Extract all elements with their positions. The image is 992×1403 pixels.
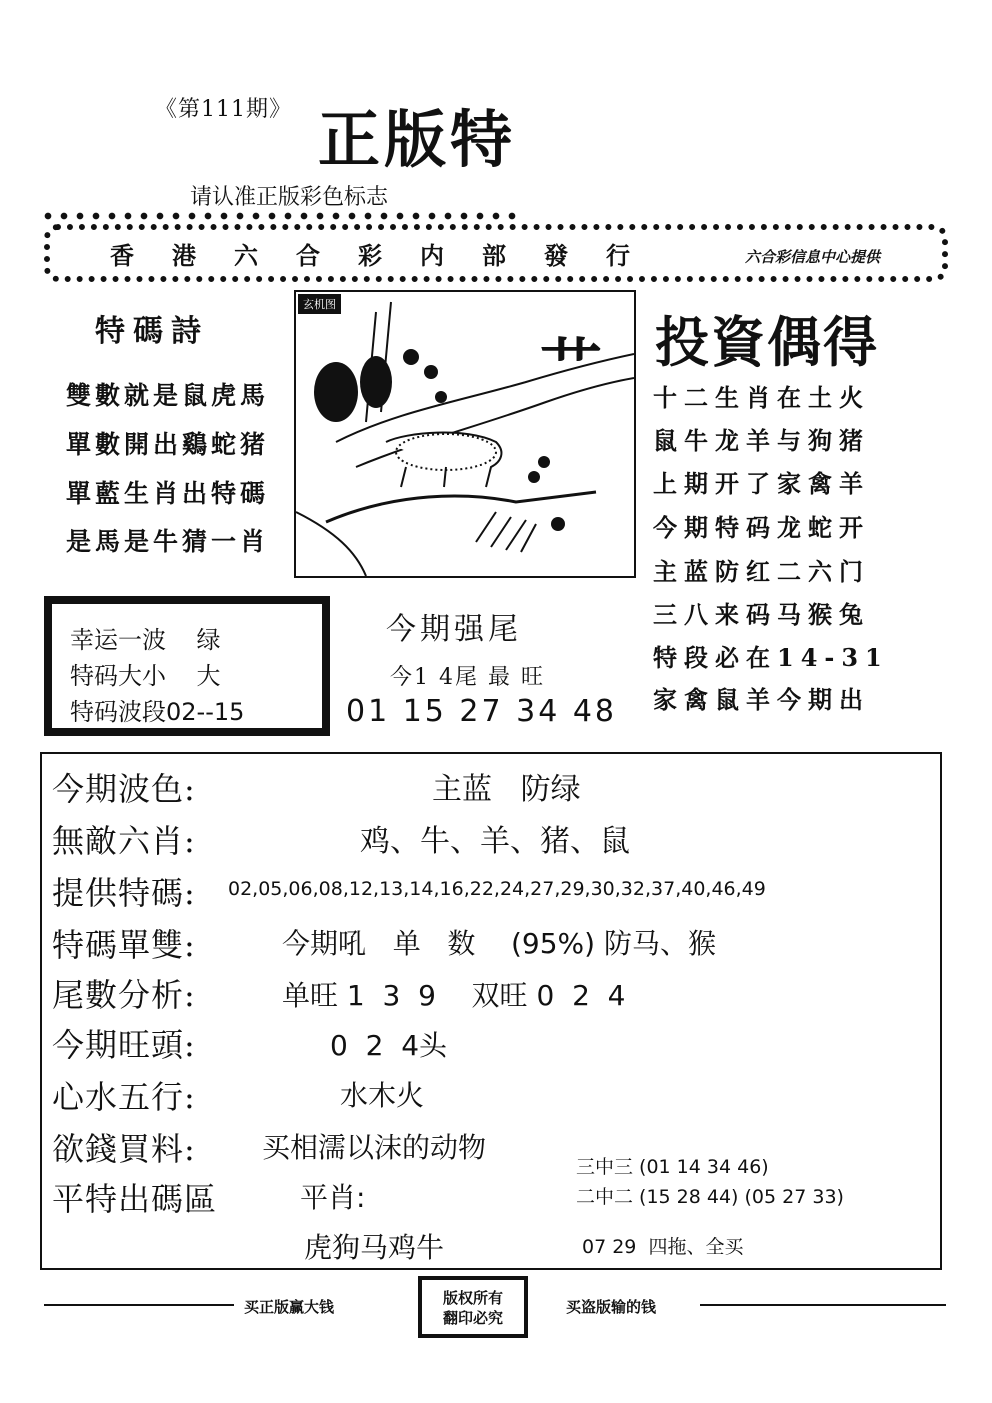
banner-credit: 六合彩信息中心提供 [745, 248, 881, 266]
picture-glyph: 艹 [540, 331, 603, 404]
invest-line: 三八来码马猴兔 [653, 600, 870, 629]
footer-line-left [44, 1304, 234, 1306]
footer-line-right [700, 1304, 946, 1306]
strong-tail-title: 今期强尾 [386, 612, 522, 647]
info-value: 鸡、牛、羊、猪、鼠 [360, 824, 630, 859]
poem-line: 單數開出鷄蛇猪 [66, 430, 270, 459]
info-value: 买相濡以沫的动物 [262, 1131, 487, 1164]
info-label: 提供特碼: [52, 874, 196, 912]
poem-title: 特碼詩 [95, 314, 209, 349]
copyright-line-1: 版权所有 [442, 1289, 503, 1307]
info-label: 平特出碼區 [52, 1180, 218, 1218]
pingxiao-animals: 虎狗马鸡牛 [304, 1231, 445, 1264]
info-value: 主蓝 防绿 [432, 772, 581, 807]
copyright-box [418, 1276, 528, 1338]
authenticity-notice: 请认准正版彩色标志 [190, 185, 389, 210]
luck-line: 特码波段02--15 [70, 698, 245, 726]
main-title: 正版特 [318, 103, 517, 176]
info-value: 02,05,06,08,12,13,14,16,22,24,27,29,30,32,37,40,46,49 [228, 878, 766, 900]
info-label: 無敵六肖: [52, 822, 196, 860]
luck-line: 幸运一波 绿 [70, 626, 221, 654]
banner-text: 香港六合彩内部發行 [110, 241, 668, 270]
footer-right-slogan: 买盗版输的钱 [566, 1298, 657, 1316]
info-value: 0 2 4头 [330, 1029, 448, 1062]
info-value: 水木火 [340, 1079, 425, 1112]
info-value: 平肖: [300, 1181, 366, 1214]
picture-tag: 玄机图 [298, 294, 341, 314]
info-label: 今期波色: [52, 770, 196, 808]
info-value: 单旺 1 3 9 双旺 0 2 4 [282, 979, 626, 1012]
invest-line: 十二生肖在土火 [653, 383, 870, 412]
luck-line: 特码大小 大 [70, 662, 221, 690]
invest-title: 投資偶得 [655, 311, 879, 374]
combo-two: 二中二 (15 28 44) (05 27 33) [576, 1186, 844, 1208]
dotted-divider [40, 212, 520, 220]
strong-tail-numbers: 01 15 27 34 48 [346, 694, 618, 729]
issue-number: 《第111期》 [155, 97, 292, 122]
copyright-line-2: 翻印必究 [442, 1309, 503, 1327]
info-label: 尾數分析: [52, 976, 196, 1014]
invest-line: 上期开了家禽羊 [653, 469, 870, 498]
info-value: 今期吼 单 数 (95%) 防马、猴 [282, 927, 716, 960]
invest-line: 家禽鼠羊今期出 [653, 685, 870, 714]
strong-tail-sub: 今1 4尾 最 旺 [390, 665, 545, 690]
info-label: 心水五行: [52, 1078, 196, 1116]
info-label: 特碼單雙: [52, 926, 196, 964]
poem-line: 是馬是牛猜一肖 [66, 527, 270, 556]
invest-line: 鼠牛龙羊与狗猪 [653, 426, 870, 455]
combo-three: 三中三 (01 14 34 46) [576, 1156, 769, 1178]
invest-line: 今期特码龙蛇开 [653, 513, 870, 542]
invest-line: 特段必在14-31 [653, 643, 889, 672]
footer-left-slogan: 买正版赢大钱 [244, 1298, 335, 1316]
poem-line: 單藍生肖出特碼 [66, 479, 270, 508]
poem-line: 雙數就是鼠虎馬 [66, 381, 270, 410]
info-label: 欲錢買料: [52, 1130, 196, 1168]
combo-drag: 07 29 四拖、全买 [582, 1236, 744, 1258]
info-label: 今期旺頭: [52, 1026, 196, 1064]
invest-line: 主蓝防红二六门 [653, 557, 870, 586]
